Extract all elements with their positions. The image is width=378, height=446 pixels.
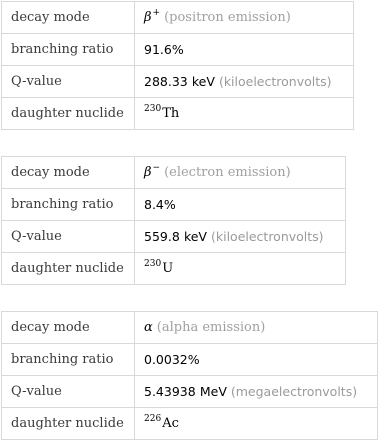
q-value (135, 221, 346, 253)
row-label: Q-value (2, 221, 135, 253)
table-row (2, 189, 346, 221)
table-row (2, 344, 378, 376)
decay-mode-description: (positron emission) (164, 10, 291, 25)
table-row (2, 66, 354, 98)
branching-ratio-value (135, 344, 378, 376)
branching-ratio-number: 91.6% (144, 41, 184, 57)
element-symbol: Th (162, 106, 180, 121)
table-row (2, 408, 378, 440)
mass-number: 230 (144, 104, 162, 114)
table-row (2, 157, 346, 189)
row-label: daughter nuclide (2, 98, 135, 130)
q-value-unit-description: (megaelectronvolts) (230, 383, 358, 399)
mass-number: 226 (144, 414, 162, 424)
table-row (2, 98, 354, 130)
row-label: branching ratio (2, 189, 135, 221)
element-symbol: Ac (162, 416, 179, 431)
table-row (2, 376, 378, 408)
decay-mode-value (135, 157, 346, 189)
q-value-unit-description: (kiloelectronvolts) (218, 73, 332, 89)
row-label: branching ratio (2, 34, 135, 66)
decay-mode-table-alpha (1, 311, 378, 440)
daughter-nuclide-value (135, 408, 378, 440)
decay-mode-table-positron (1, 1, 354, 130)
q-value-unit: MeV (199, 383, 227, 399)
q-value (135, 376, 378, 408)
row-label: daughter nuclide (2, 253, 135, 285)
decay-symbol: β (144, 165, 152, 180)
decay-symbol-charge: − (152, 163, 161, 173)
branching-ratio-number: 8.4% (144, 196, 176, 212)
table-row (2, 221, 346, 253)
q-value-number: 5.43938 (144, 383, 196, 399)
row-label: decay mode (2, 157, 135, 189)
q-value-number: 559.8 (144, 228, 180, 244)
table-row (2, 34, 354, 66)
decay-symbol-charge: + (152, 8, 161, 18)
branching-ratio-number: 0.0032% (144, 351, 200, 367)
row-label: daughter nuclide (2, 408, 135, 440)
q-value-unit: keV (191, 73, 215, 89)
branching-ratio-value (135, 189, 346, 221)
table-row (2, 312, 378, 344)
row-label: Q-value (2, 66, 135, 98)
decay-symbol: β (144, 10, 152, 25)
row-label: branching ratio (2, 344, 135, 376)
row-label: Q-value (2, 376, 135, 408)
decay-symbol: α (144, 320, 153, 335)
q-value-unit-description: (kiloelectronvolts) (210, 228, 324, 244)
table-row (2, 253, 346, 285)
daughter-nuclide-value (135, 253, 346, 285)
q-value-number: 288.33 (144, 73, 188, 89)
row-label: decay mode (2, 312, 135, 344)
decay-mode-value (135, 312, 378, 344)
mass-number: 230 (144, 259, 162, 269)
decay-mode-description: (alpha emission) (156, 320, 266, 335)
table-row (2, 2, 354, 34)
row-label: decay mode (2, 2, 135, 34)
decay-mode-description: (electron emission) (164, 165, 291, 180)
branching-ratio-value (135, 34, 354, 66)
element-symbol: U (162, 261, 174, 276)
q-value (135, 66, 354, 98)
daughter-nuclide-value (135, 98, 354, 130)
decay-mode-value (135, 2, 354, 34)
q-value-unit: keV (183, 228, 207, 244)
decay-mode-table-electron (1, 156, 346, 285)
